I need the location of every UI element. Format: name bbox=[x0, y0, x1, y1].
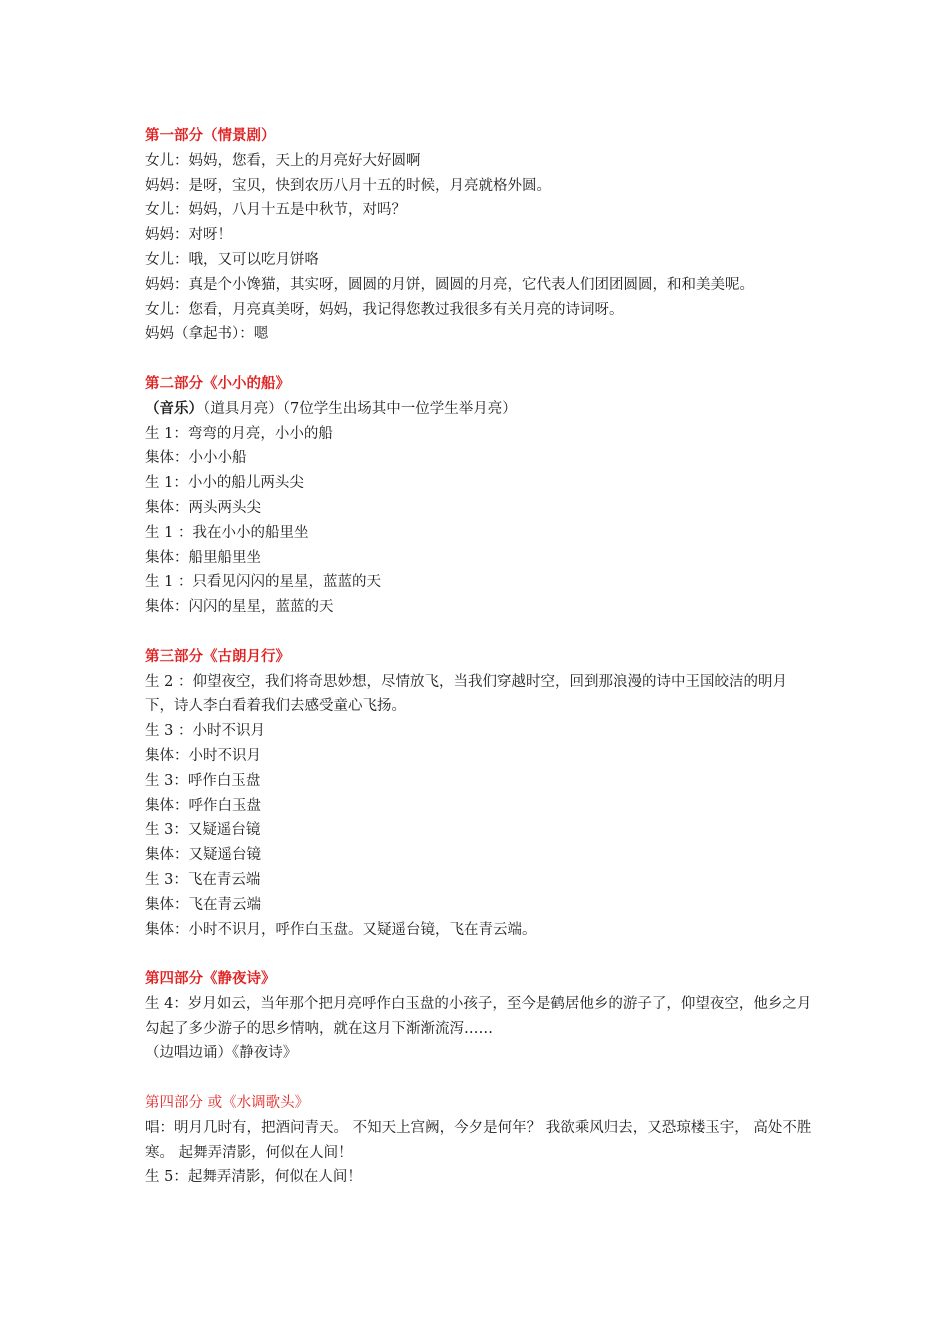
section-title-4: 第四部分《静夜诗》 bbox=[145, 970, 276, 988]
dialogue-line: 生 3：呼作白玉盘 bbox=[145, 772, 261, 789]
dialogue-line: 生 1 ：我在小小的船里坐 bbox=[145, 524, 309, 541]
section-title-5: 第四部分 或《水调歌头》 bbox=[145, 1095, 310, 1112]
dialogue-line: 生 3：飞在青云端 bbox=[145, 871, 261, 888]
dialogue-line: 集体：小时不识月 bbox=[145, 747, 261, 764]
dialogue-line: 集体：呼作白玉盘 bbox=[145, 797, 261, 814]
dialogue-line: 集体：小小小船 bbox=[145, 450, 247, 467]
dialogue-line: 女儿：妈妈，八月十五是中秋节，对吗？ bbox=[145, 202, 406, 219]
section-title-2: 第二部分《小小的船》 bbox=[145, 374, 290, 392]
dialogue-line: 集体：船里船里坐 bbox=[145, 549, 261, 566]
dialogue-line: 生 1：小小的船儿两头尖 bbox=[145, 475, 304, 492]
dialogue-line: 妈妈（拿起书）：嗯 bbox=[145, 326, 269, 343]
dialogue-line: 生 3 ：小时不识月 bbox=[145, 723, 265, 740]
dialogue-line: 妈妈：是呀，宝贝，快到农历八月十五的时候，月亮就格外圆。 bbox=[145, 177, 551, 194]
dialogue-line: 集体：又疑遥台镜 bbox=[145, 847, 261, 864]
dialogue-line: 生 3：又疑遥台镜 bbox=[145, 822, 261, 839]
stage-direction-props: （道具月亮）（7位学生出场其中一位学生举月亮） bbox=[203, 400, 517, 417]
dialogue-line: 妈妈：真是个小馋猫，其实呀，圆圆的月饼，圆圆的月亮，它代表人们团团圆圆，和和美美呢。 bbox=[145, 276, 754, 293]
dialogue-line: 生 4：岁月如云，当年那个把月亮呼作白玉盘的小孩子，至今是鹤居他乡的游子了，仰望夜空，他乡之月勾起了多少游子的思乡情呐，就在这月下渐渐流泻…… bbox=[145, 995, 812, 1037]
dialogue-line: 生 5：起舞弄清影，何似在人间！ bbox=[145, 1169, 362, 1186]
dialogue-line: 集体：飞在青云端 bbox=[145, 896, 261, 913]
section-title-3: 第三部分《古朗月行》 bbox=[145, 647, 290, 665]
spacer bbox=[145, 942, 815, 967]
dialogue-line: 妈妈：对呀！ bbox=[145, 227, 232, 244]
section-title-1: 第一部分（情景剧） bbox=[145, 127, 276, 144]
stage-direction-music: （音乐） bbox=[145, 399, 203, 417]
document-page bbox=[145, 124, 815, 1190]
dialogue-line: 生 1：弯弯的月亮，小小的船 bbox=[145, 425, 333, 442]
dialogue-line: 女儿：您看，月亮真美呀，妈妈，我记得您教过我很多有关月亮的诗词呀。 bbox=[145, 301, 624, 318]
dialogue-line: 集体：两头两头尖 bbox=[145, 499, 261, 516]
dialogue-line: 唱：明月几时有，把酒问青天。 不知天上宫阙，今夕是何年？ 我欲乘风归去，又恐琼楼玉宇， 高处不胜寒。 起舞弄清影，何似在人间！ bbox=[145, 1119, 812, 1161]
dialogue-line: 生 2 ：仰望夜空，我们将奇思妙想，尽情放飞，当我们穿越时空，回到那浪漫的诗中王国皎洁的明月下，诗人李白看着我们去感受童心飞扬。 bbox=[145, 673, 787, 715]
dialogue-line: 生 1 ：只看见闪闪的星星，蓝蓝的天 bbox=[145, 574, 381, 591]
dialogue-line: （边唱边诵）《静夜诗》 bbox=[145, 1045, 298, 1062]
dialogue-line: 集体：小时不识月，呼作白玉盘。又疑遥台镜，飞在青云端。 bbox=[145, 921, 537, 938]
spacer bbox=[145, 347, 815, 372]
dialogue-line: 女儿：妈妈，您看，天上的月亮好大好圆啊 bbox=[145, 152, 421, 169]
stage-direction bbox=[145, 397, 815, 422]
spacer bbox=[145, 620, 815, 645]
dialogue-line: 女儿：哦，又可以吃月饼咯 bbox=[145, 251, 319, 268]
dialogue-line: 集体：闪闪的星星，蓝蓝的天 bbox=[145, 599, 334, 616]
spacer bbox=[145, 1066, 815, 1091]
